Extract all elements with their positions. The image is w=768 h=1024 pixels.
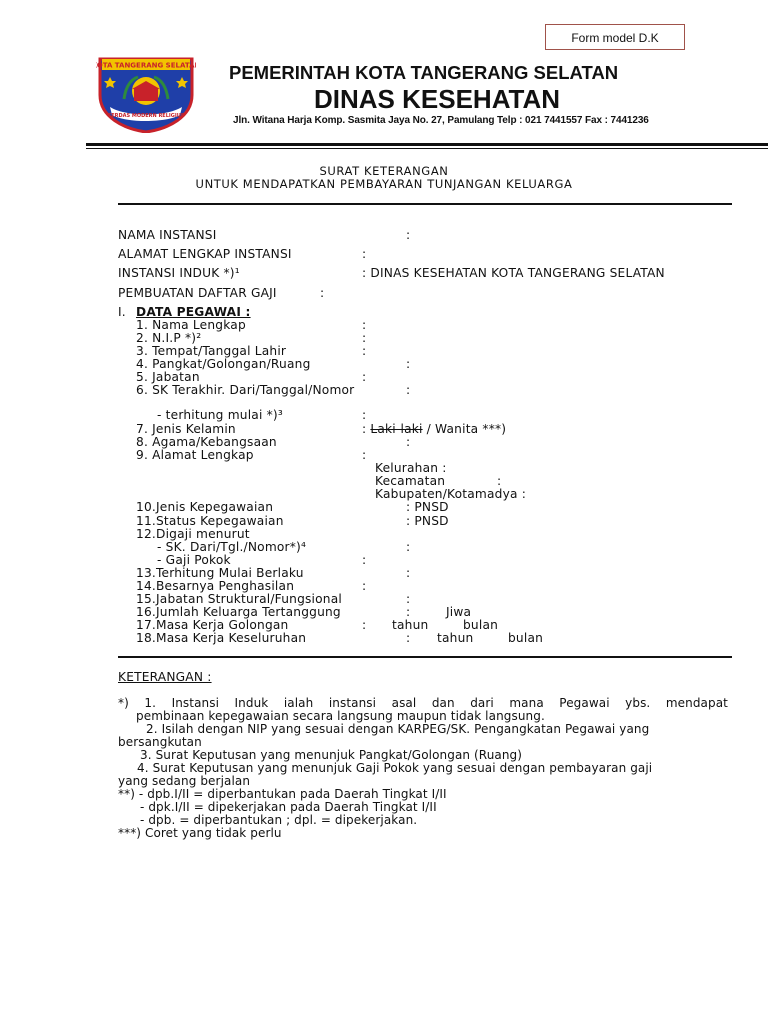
colon: : xyxy=(362,408,367,422)
logo-bottom-text: CERDAS MODERN RELIGIUS xyxy=(107,113,185,119)
item-masa-kerja-golongan: 17.Masa Kerja Golongan xyxy=(136,618,289,632)
note-abbrev-1: **) - dpb.I/II = diperbantukan pada Daerah Tingkat I/II xyxy=(118,787,447,801)
title-divider xyxy=(118,203,732,205)
colon: : xyxy=(406,540,411,554)
field-alamat-instansi: ALAMAT LENGKAP INSTANSI xyxy=(118,247,292,261)
colon: : xyxy=(406,566,411,580)
item-jabatan: 5. Jabatan xyxy=(136,370,200,384)
keterangan-heading: KETERANGAN : xyxy=(118,670,212,684)
item-jabatan-struktural: 15.Jabatan Struktural/Fungsional xyxy=(136,592,342,606)
item-jenis-kepegawaian: 10.Jenis Kepegawaian xyxy=(136,500,274,514)
colon: : xyxy=(362,370,367,384)
unit-bulan: bulan xyxy=(508,631,544,645)
colon: : xyxy=(406,435,411,449)
section-divider xyxy=(118,656,732,658)
field-instansi-induk-value: : DINAS KESEHATAN KOTA TANGERANG SELATAN xyxy=(362,266,665,280)
header-department: DINAS KESEHATAN xyxy=(314,84,561,114)
field-kelurahan: Kelurahan : xyxy=(375,461,447,475)
item-besarnya-penghasilan: 14.Besarnya Penghasilan xyxy=(136,579,295,593)
item-jenis-kelamin: 7. Jenis Kelamin xyxy=(136,422,236,436)
gender-male-struck: Laki-laki xyxy=(370,422,423,436)
unit-tahun: tahun xyxy=(392,618,429,632)
note-3: 3. Surat Keputusan yang menunjuk Pangkat/Golongan (Ruang) xyxy=(140,748,523,762)
form-model-label: Form model D.K xyxy=(545,24,685,50)
item-nip: 2. N.I.P *)² xyxy=(136,331,202,345)
item-digaji-menurut: 12.Digaji menurut xyxy=(136,527,250,541)
colon: : xyxy=(362,422,367,436)
colon: : xyxy=(320,286,325,300)
section-number: I. xyxy=(118,305,126,319)
city-emblem-logo xyxy=(96,55,196,133)
colon: : xyxy=(406,605,411,619)
item-jumlah-keluarga: 16.Jumlah Keluarga Tertanggung xyxy=(136,605,341,619)
colon: : xyxy=(406,631,411,645)
item-terhitung-mulai-berlaku: 13.Terhitung Mulai Berlaku xyxy=(136,566,304,580)
item-jenis-kelamin-value xyxy=(362,422,506,436)
item-sk-terakhir: 6. SK Terakhir. Dari/Tanggal/Nomor xyxy=(136,383,355,397)
document-title: SURAT KETERANGAN xyxy=(319,164,449,178)
colon: : xyxy=(362,448,367,462)
note-2-line1: 2. Isilah dengan NIP yang sesuai dengan KARPEG/SK. Pengangkatan Pegawai yang xyxy=(146,722,650,736)
note-abbrev-3: - dpb. = diperbantukan ; dpl. = dipekerjakan. xyxy=(140,813,418,827)
item-tempat-tanggal-lahir: 3. Tempat/Tanggal Lahir xyxy=(136,344,287,358)
item-pangkat: 4. Pangkat/Golongan/Ruang xyxy=(136,357,311,371)
header-divider xyxy=(86,143,768,146)
value-pnsd: : PNSD xyxy=(406,514,449,528)
header-address: Jln. Witana Harja Komp. Sasmita Jaya No. 27, Pamulang Telp : 021 7441557 Fax : 7441236 xyxy=(233,115,649,126)
item-agama: 8. Agama/Kebangsaan xyxy=(136,435,277,449)
colon: : xyxy=(406,383,411,397)
item-alamat-lengkap: 9. Alamat Lengkap xyxy=(136,448,254,462)
item-sk-dari: - SK. Dari/Tgl./Nomor*)⁴ xyxy=(157,540,307,554)
field-kabupaten: Kabupaten/Kotamadya : xyxy=(375,487,527,501)
note-abbrev-2: - dpk.I/II = dipekerjakan pada Daerah Tingkat I/II xyxy=(140,800,437,814)
field-pembuatan-daftar-gaji: PEMBUATAN DAFTAR GAJI xyxy=(118,286,277,300)
field-nama-instansi: NAMA INSTANSI xyxy=(118,228,217,242)
colon: : xyxy=(406,357,411,371)
field-instansi-induk: INSTANSI INDUK *)¹ xyxy=(118,266,240,280)
document-subtitle: UNTUK MENDAPATKAN PEMBAYARAN TUNJANGAN KELUARGA xyxy=(195,177,573,191)
item-masa-kerja-keseluruhan: 18.Masa Kerja Keseluruhan xyxy=(136,631,307,645)
colon: : xyxy=(362,579,367,593)
item-nama-lengkap: 1. Nama Lengkap xyxy=(136,318,246,332)
colon: : xyxy=(362,344,367,358)
colon: : xyxy=(406,228,411,242)
item-gaji-pokok: - Gaji Pokok xyxy=(157,553,231,567)
field-kecamatan: Kecamatan xyxy=(375,474,446,488)
colon: : xyxy=(497,474,502,488)
colon: : xyxy=(362,618,367,632)
unit-tahun: tahun xyxy=(437,631,474,645)
note-2-line2: bersangkutan xyxy=(118,735,202,749)
note-4-line1: 4. Surat Keputusan yang menunjuk Gaji Pokok yang sesuai dengan pembayaran gaji xyxy=(137,761,653,775)
header-government: PEMERINTAH KOTA TANGERANG SELATAN xyxy=(229,62,619,83)
item-terhitung-mulai: - terhitung mulai *)³ xyxy=(157,408,283,422)
colon: : xyxy=(406,592,411,606)
unit-bulan: bulan xyxy=(463,618,499,632)
value-pnsd: : PNSD xyxy=(406,500,449,514)
header-divider-thin xyxy=(86,148,768,149)
note-1-line1: *) 1. Instansi Induk ialah instansi asal dan dari mana Pegawai ybs. mendapat xyxy=(118,696,728,710)
colon: : xyxy=(362,318,367,332)
note-1-line2: pembinaan kepegawaian secara langsung maupun tidak langsung. xyxy=(136,709,545,723)
note-4-line2: yang sedang berjalan xyxy=(118,774,251,788)
logo-top-text: KOTA TANGERANG SELATAN xyxy=(96,61,196,70)
colon: : xyxy=(362,247,367,261)
gender-female: / Wanita ***) xyxy=(422,422,507,436)
note-coret: ***) Coret yang tidak perlu xyxy=(118,826,282,840)
colon: : xyxy=(362,553,367,567)
section-title: DATA PEGAWAI : xyxy=(136,305,251,319)
item-status-kepegawaian: 11.Status Kepegawaian xyxy=(136,514,284,528)
colon: : xyxy=(362,331,367,345)
unit-jiwa: Jiwa xyxy=(446,605,472,619)
